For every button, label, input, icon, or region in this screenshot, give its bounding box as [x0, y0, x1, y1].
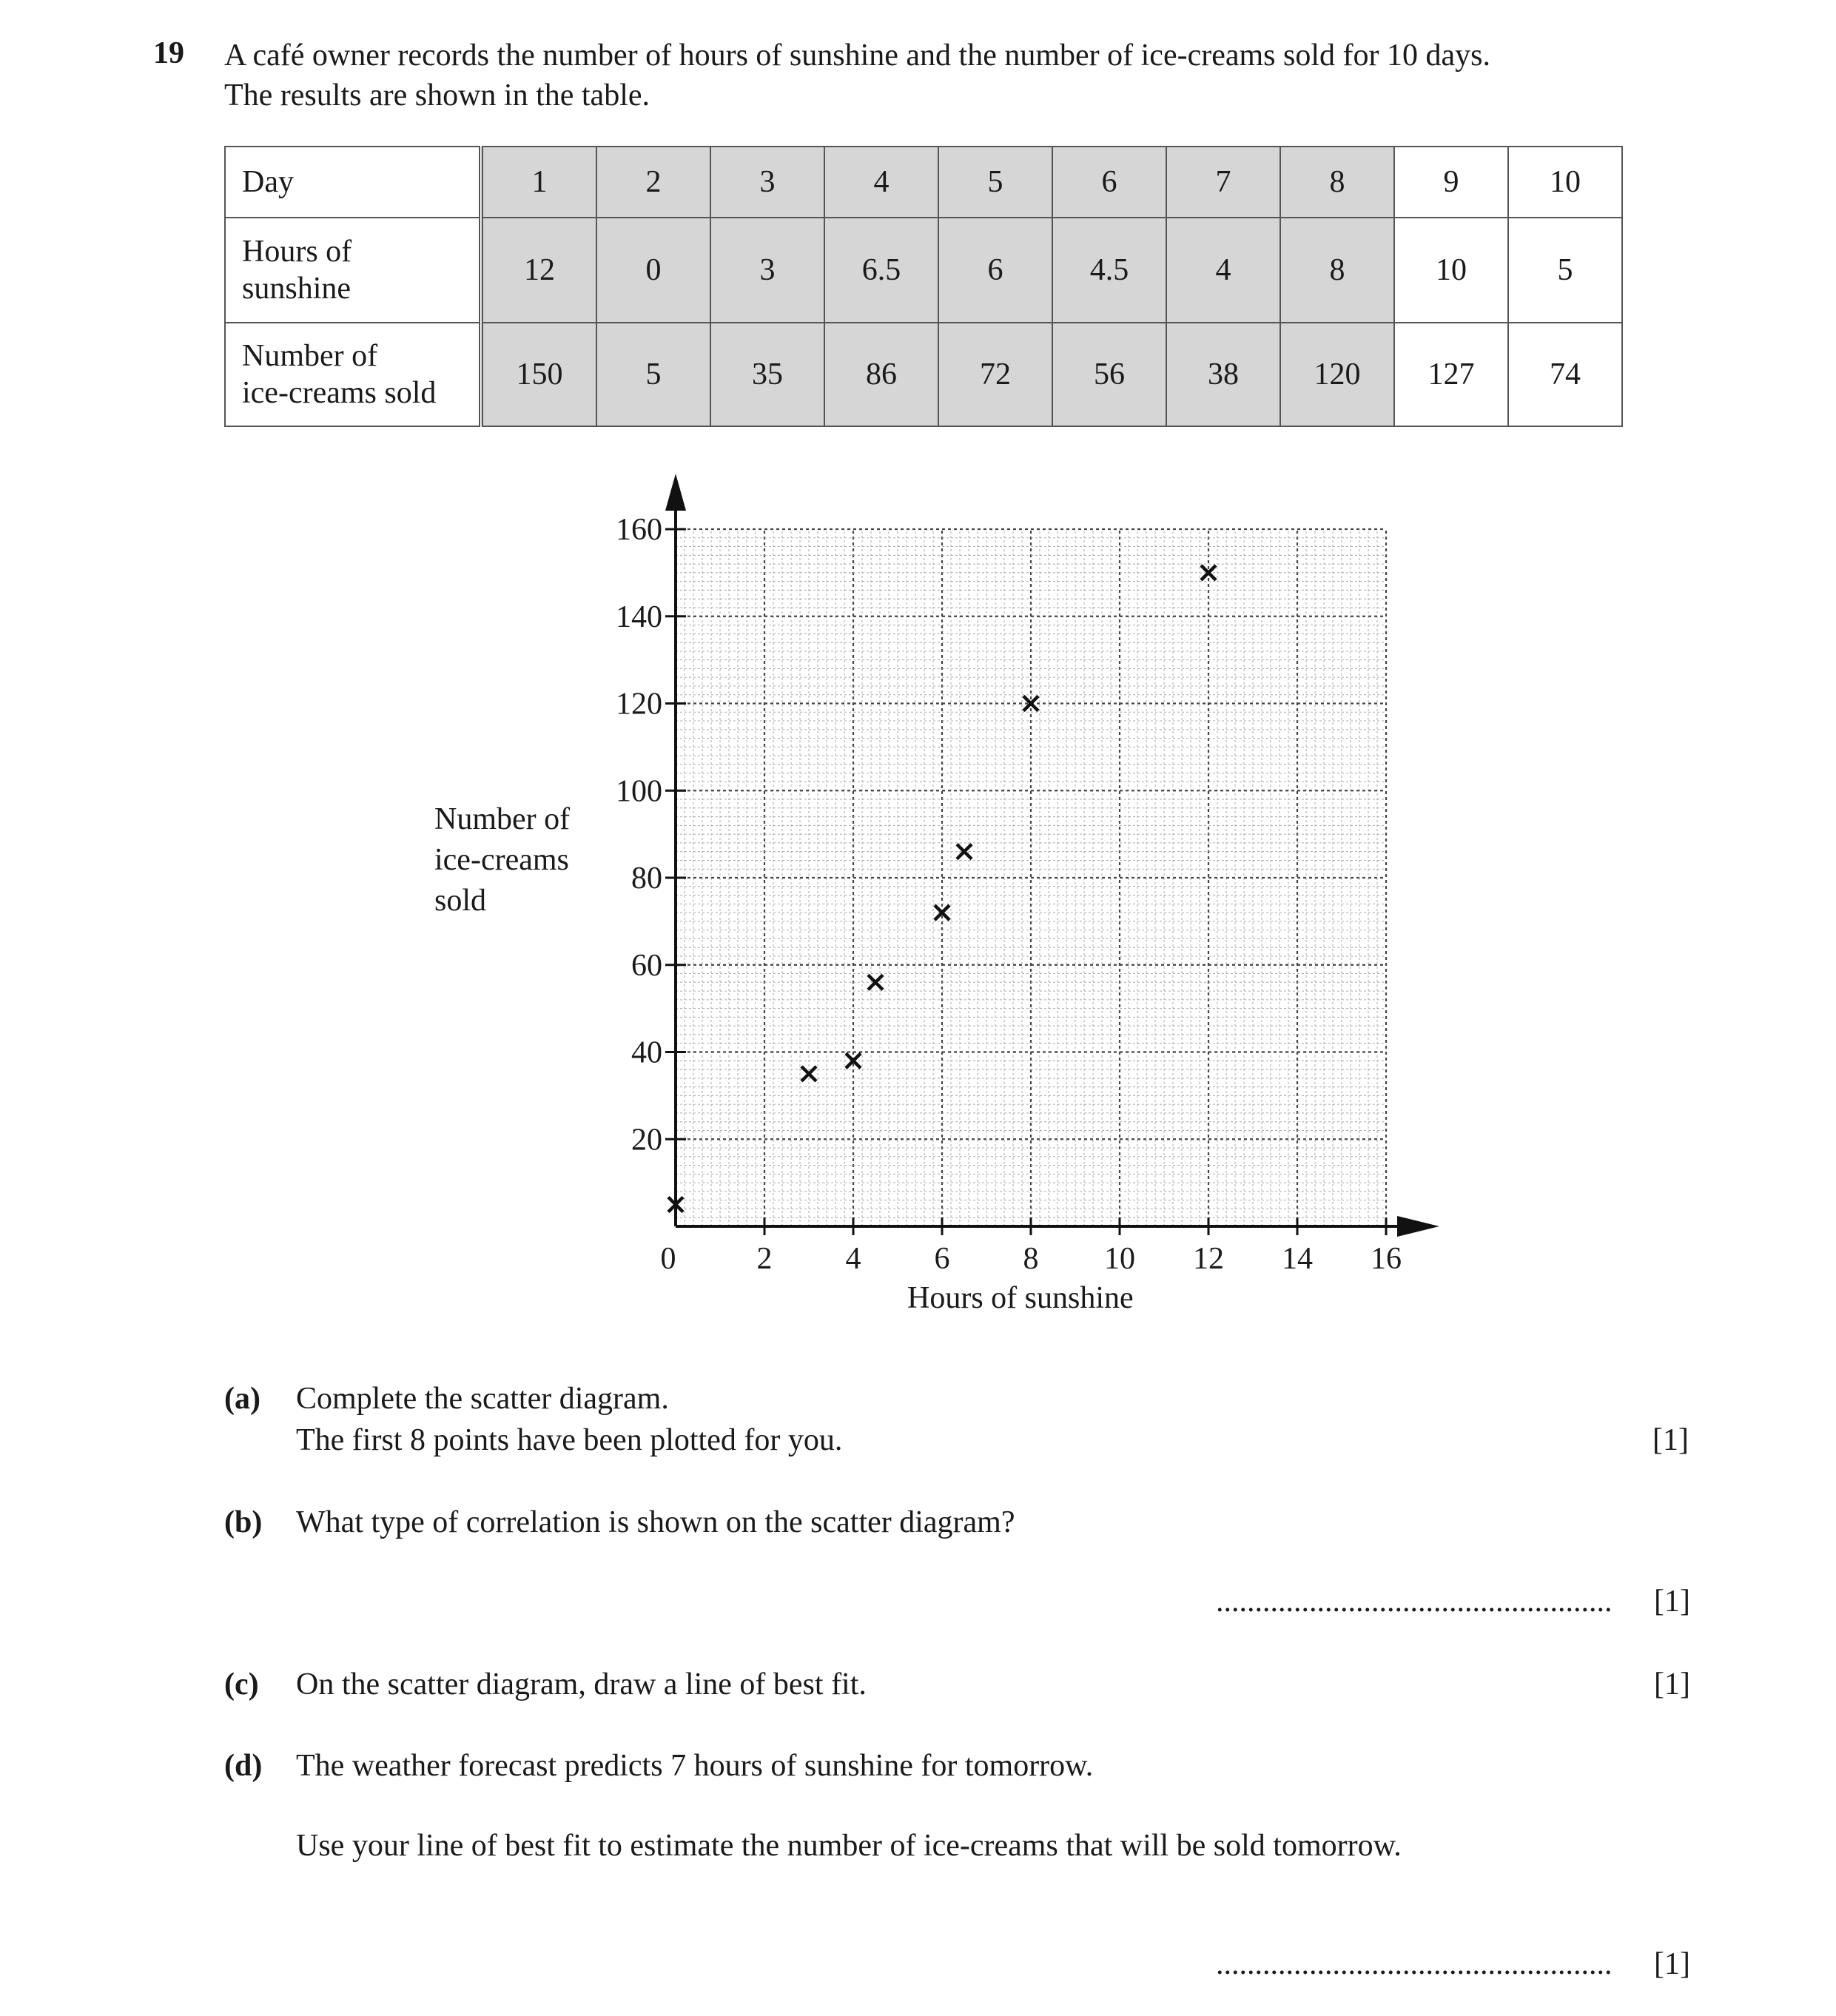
part-b-label: (b)	[224, 1505, 263, 1539]
y-axis-label-line: sold	[434, 884, 487, 918]
hours-cell: 3	[710, 218, 824, 323]
hours-cell: 4	[1166, 218, 1280, 323]
day-cell: 6	[1052, 147, 1166, 218]
part-b-mark: [1]	[1654, 1585, 1690, 1619]
part-a-line-2: The first 8 points have been plotted for you.	[296, 1423, 843, 1457]
y-tick-label: 140	[616, 599, 662, 634]
sold-cell: 150	[481, 323, 596, 426]
part-d-text-2: Use your line of best fit to estimate the number of ice-creams that will be sold tomorrow.	[296, 1829, 1402, 1863]
day-cell: 4	[824, 147, 938, 218]
x-axis-arrow	[1397, 1216, 1439, 1237]
y-axis-label-line: Number of	[434, 802, 571, 836]
hours-label-line-2: sunshine	[242, 272, 351, 306]
part-b-answer-line[interactable]: ...................................................	[1216, 1585, 1613, 1619]
x-tick-label: 16	[1371, 1242, 1402, 1276]
y-tick-label: 120	[616, 687, 662, 722]
part-a-line-1: Complete the scatter diagram.	[296, 1382, 669, 1416]
hours-cell: 8	[1280, 218, 1394, 323]
day-cell: 8	[1280, 147, 1394, 218]
day-cell: 1	[481, 147, 596, 218]
sold-label-line-1: Number of	[242, 339, 378, 373]
y-tick-label: 160	[616, 513, 662, 547]
part-d-label: (d)	[224, 1749, 263, 1783]
x-tick-label: 0	[660, 1242, 676, 1276]
y-tick-label: 20	[631, 1123, 662, 1157]
hours-cell: 10	[1394, 218, 1508, 323]
day-cell: 10	[1508, 147, 1622, 218]
sold-cell: 86	[824, 323, 938, 426]
y-axis-label-line: ice-creams	[434, 843, 569, 877]
sold-cell: 127	[1394, 323, 1508, 426]
sold-label-line-2: ice-creams sold	[242, 376, 437, 410]
hours-label-line-1: Hours of	[242, 235, 352, 269]
day-cell: 9	[1394, 147, 1508, 218]
day-label: Day	[225, 147, 481, 218]
day-cell: 3	[710, 147, 824, 218]
hours-cell: 0	[596, 218, 710, 323]
part-c-mark: [1]	[1654, 1667, 1690, 1701]
hours-cell: 4.5	[1052, 218, 1166, 323]
x-tick-label: 4	[845, 1242, 861, 1276]
hours-cell: 6.5	[824, 218, 938, 323]
part-d-text: The weather forecast predicts 7 hours of sunshine for tomorrow.	[296, 1749, 1094, 1783]
part-b-text: What type of correlation is shown on the scatter diagram?	[296, 1505, 1015, 1539]
x-tick-label: 8	[1023, 1242, 1039, 1276]
question-number: 19	[153, 36, 184, 70]
x-tick-label: 6	[934, 1242, 950, 1276]
sold-cell: 120	[1280, 323, 1394, 426]
sold-cell: 5	[596, 323, 710, 426]
x-axis-label: Hours of sunshine	[907, 1281, 1134, 1315]
intro-line-2: The results are shown in the table.	[224, 78, 650, 112]
sold-cell: 72	[938, 323, 1052, 426]
x-tick-label: 12	[1193, 1242, 1224, 1276]
part-d-mark: [1]	[1654, 1947, 1690, 1981]
day-cell: 5	[938, 147, 1052, 218]
hours-cell: 12	[481, 218, 596, 323]
part-a-mark: [1]	[1652, 1423, 1689, 1457]
sold-cell: 74	[1508, 323, 1622, 426]
intro-line-1: A café owner records the number of hours of sunshine and the number of ice-creams sold for 10 days.	[224, 38, 1490, 73]
part-c-label: (c)	[224, 1667, 259, 1701]
sold-cell: 56	[1052, 323, 1166, 426]
sold-cell: 38	[1166, 323, 1280, 426]
y-axis-arrow	[665, 474, 686, 511]
y-tick-label: 100	[616, 774, 662, 809]
day-cell: 2	[596, 147, 710, 218]
part-a-label: (a)	[224, 1382, 260, 1416]
hours-cell: 6	[938, 218, 1052, 323]
y-tick-label: 80	[631, 861, 662, 896]
day-cell: 7	[1166, 147, 1280, 218]
part-d-answer-line[interactable]: ...................................................	[1216, 1947, 1613, 1981]
y-tick-label: 40	[631, 1035, 662, 1070]
hours-cell: 5	[1508, 218, 1622, 323]
x-tick-label: 10	[1104, 1242, 1135, 1276]
x-tick-label: 14	[1282, 1242, 1313, 1276]
y-tick-label: 60	[631, 948, 662, 983]
x-tick-label: 2	[756, 1242, 773, 1276]
sold-cell: 35	[710, 323, 824, 426]
part-c-text: On the scatter diagram, draw a line of best fit.	[296, 1667, 867, 1701]
